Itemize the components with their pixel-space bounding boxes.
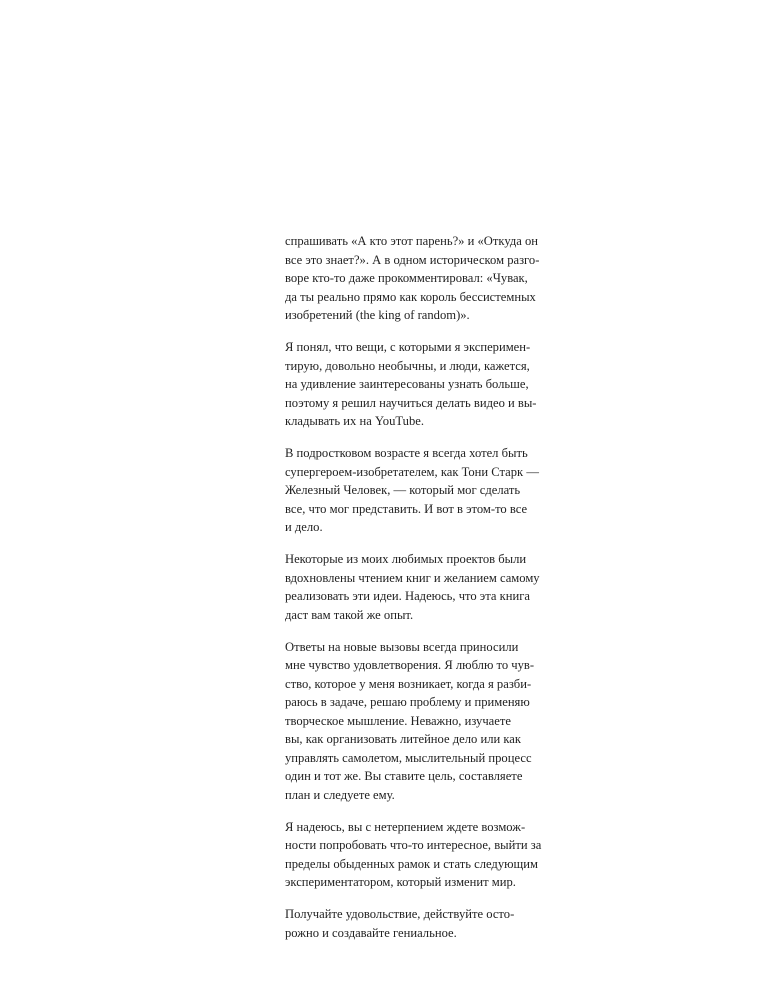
- text-line: спрашивать «А кто этот парень?» и «Откуда он: [285, 234, 539, 248]
- text-line: пределы обыденных рамок и стать следующим: [285, 856, 538, 871]
- paragraph: [285, 818, 542, 892]
- text-line: экспериментатором, который изменит мир.: [285, 875, 516, 889]
- text-line: супергероем-изобретателем, как Тони Старк —: [285, 464, 539, 479]
- text-line: ности попробовать что-то интересное, выйти за: [285, 838, 542, 852]
- text-line: Получайте удовольствие, действуйте осто-: [285, 907, 515, 921]
- text-line: мне чувство удовлетворения. Я люблю то чув-: [285, 658, 535, 672]
- text-line: реализовать эти идеи. Надеюсь, что эта книга: [285, 589, 530, 603]
- text-line: один и тот же. Вы ставите цель, составляете: [285, 769, 523, 783]
- text-line: все это знает?». А в одном историческом разго-: [285, 252, 540, 267]
- paragraph: [285, 905, 515, 942]
- text-line: изобретений (the king of random)».: [285, 308, 470, 322]
- text-line: Железный Человек, — который мог сделать: [285, 483, 521, 497]
- text-line: вдохновлены чтением книг и желанием самому: [285, 570, 540, 585]
- text-line: Я надеюсь, вы с нетерпением ждете возмож-: [285, 819, 526, 834]
- text-line: Ответы на новые вызовы всегда приносили: [285, 639, 519, 654]
- paragraph: [285, 444, 539, 537]
- text-line: В подростковом возрасте я всегда хотел быть: [285, 446, 528, 460]
- body-text-column: [285, 232, 542, 956]
- text-line: раюсь в задаче, решаю проблему и применяю: [285, 695, 530, 709]
- text-line: управлять самолетом, мыслительный процесс: [285, 750, 532, 765]
- text-line: творческое мышление. Неважно, изучаете: [285, 713, 511, 728]
- text-line: даст вам такой же опыт.: [285, 607, 414, 622]
- text-line: рожно и создавайте гениальное.: [285, 925, 457, 940]
- text-line: тирую, довольно необычны, и люди, кажется,: [285, 358, 530, 373]
- text-line: ство, которое у меня возникает, когда я разби-: [285, 676, 532, 691]
- paragraph: [285, 338, 537, 431]
- text-line: план и следуете ему.: [285, 787, 395, 802]
- paragraph: [285, 232, 540, 325]
- text-line: на удивление заинтересованы узнать больше,: [285, 377, 529, 391]
- text-line: поэтому я решил научиться делать видео и вы-: [285, 395, 537, 410]
- text-line: Я понял, что вещи, с которыми я эксперимен-: [285, 340, 531, 354]
- text-line: все, что мог представить. И вот в этом-то все: [285, 501, 528, 516]
- text-line: вы, как организовать литейное дело или как: [285, 732, 522, 746]
- text-line: кладывать их на YouTube.: [285, 414, 424, 428]
- paragraph: [285, 638, 535, 805]
- text-line: Некоторые из моих любимых проектов были: [285, 552, 527, 566]
- text-line: да ты реально прямо как король бессистемных: [285, 289, 536, 304]
- text-line: и дело.: [285, 520, 323, 534]
- paragraph: [285, 550, 540, 624]
- text-line: воре кто-то даже прокомментировал: «Чувак,: [285, 271, 528, 285]
